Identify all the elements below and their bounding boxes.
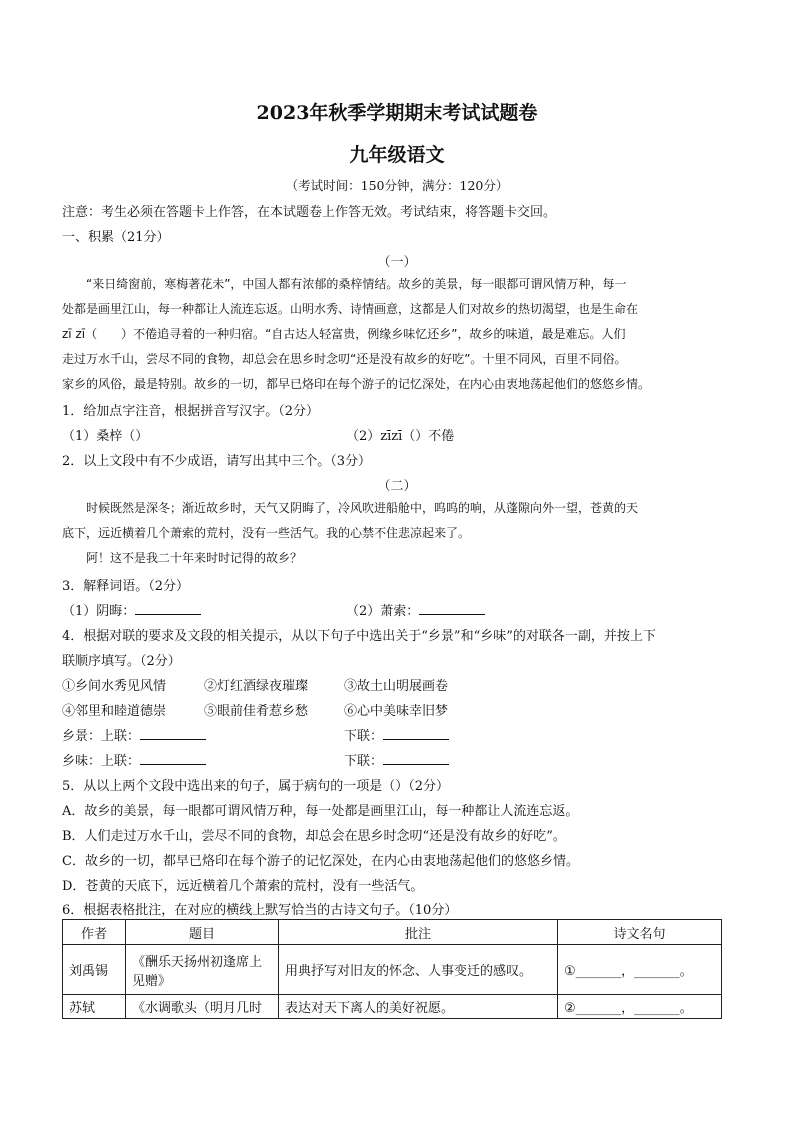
xiangwei-lower	[344, 750, 449, 769]
table-header: 作者	[63, 920, 126, 945]
table-cell: 表达对天下离人的美好祝愿。	[279, 995, 558, 1019]
passage1-line: 走过万水千山，尝尽不同的食物，却总会在思乡时念叨“还是没有故乡的好吃”。十里不同风，百里不同俗。	[62, 352, 627, 366]
table-header: 批注	[279, 920, 558, 945]
table-cell: 苏轼	[63, 995, 126, 1019]
passage1-line: zī zī（ ）不倦追寻着的一种归宿。“自古达人轻富贵，例缘乡味忆还乡”，故乡的味道，最是难忘。人们	[62, 327, 626, 341]
xiangjing-lower	[344, 725, 449, 744]
answer-blank[interactable]	[140, 727, 206, 740]
question-2: 2．以上文段中有不少成语，请写出其中三个。（3分）	[62, 454, 372, 469]
passage2-line: 底下，远近横着几个萧索的荒村，没有一些活气。我的心禁不住悲凉起来了。	[62, 526, 471, 540]
xiangwei-upper-label: 乡味：上联：	[62, 754, 141, 769]
answer-blank[interactable]	[140, 752, 206, 765]
couplet-option: ⑤眼前佳肴惹乡愁	[204, 704, 309, 719]
passage2-line: 时候既然是深冬；渐近故乡时，天气又阴晦了，冷风吹进船舱中，呜呜的响，从蓬隙向外一望，苍黄的天	[86, 501, 639, 515]
q3-part-a	[62, 600, 201, 619]
xiangjing-upper-label: 乡景：上联：	[62, 729, 141, 744]
table-cell: 刘禹锡	[63, 945, 126, 995]
table-header-row	[63, 920, 722, 945]
table-cell: 《水调歌头（明月几时	[126, 995, 279, 1019]
part2-marker: （二）	[377, 479, 417, 494]
table-cell[interactable]: ②_______，_______。	[558, 995, 722, 1019]
poem-table	[62, 919, 722, 1019]
exam-info: （考试时间：150分钟，满分：120分）	[285, 178, 509, 193]
q1-part-b: （2）zīzī（）不倦	[346, 429, 455, 444]
q3-part-b	[346, 600, 485, 619]
question-3: 3．解释词语。（2分）	[62, 579, 190, 594]
passage1-line: 处都是画里江山，每一种都让人流连忘返。山明水秀、诗情画意，这都是人们对故乡的热切渴望，也是生命在	[62, 302, 639, 316]
question-5: 5．从以上两个文段中选出来的句子，属于病句的一项是（）（2分）	[62, 779, 450, 794]
couplet-option: ④邻里和睦道德崇	[62, 704, 167, 719]
couplet-option: ②灯红酒绿夜璀璨	[204, 679, 309, 694]
xiangjing-upper	[62, 725, 206, 744]
table-header: 诗文名句	[558, 920, 722, 945]
table-cell: 用典抒写对旧友的怀念、人事变迁的感叹。	[279, 945, 558, 995]
couplet-option: ⑥心中美味幸旧梦	[344, 704, 449, 719]
table-cell[interactable]: ①_______，_______。	[558, 945, 722, 995]
xiangwei-upper	[62, 750, 206, 769]
q3-a-label: （1）阴晦：	[62, 604, 136, 619]
passage1-line: 家乡的风俗，最是特别。故乡的一切，都早已烙印在每个游子的记忆深处，在内心由衷地荡起他们的悠悠乡情。	[62, 377, 651, 391]
answer-blank[interactable]	[383, 752, 449, 765]
answer-blank[interactable]	[135, 602, 201, 615]
q5-option-d: D．苍黄的天底下，远近横着几个萧索的荒村，没有一些活气。	[62, 879, 424, 894]
answer-blank[interactable]	[383, 727, 449, 740]
answer-blank[interactable]	[419, 602, 485, 615]
q1-part-a: （1）桑梓（）	[62, 429, 149, 444]
subject-title: 九年级语文	[349, 144, 445, 166]
table-header: 题目	[126, 920, 279, 945]
table-row	[63, 995, 722, 1019]
question-4-line2: 联顺序填写。（2分）	[62, 654, 181, 669]
exam-title: 2023年秋季学期期末考试试题卷	[256, 102, 538, 124]
question-4-line1: 4．根据对联的要求及文段的相关提示，从以下句子中选出关于“乡景”和“乡味”的对联各一副，并按上下	[62, 629, 656, 644]
couplet-option: ③故土山明展画卷	[344, 679, 449, 694]
xiangwei-lower-label: 下联：	[344, 754, 384, 769]
q5-option-b: B．人们走过万水千山，尝尽不同的食物，却总会在思乡时念叨“还是没有故乡的好吃”。	[62, 829, 566, 844]
passage1-line: “来日绮窗前，寒梅著花未”，中国人都有浓郁的桑梓情结。故乡的美景，每一眼都可谓风情万种，每一	[86, 277, 627, 291]
passage1	[62, 272, 732, 397]
table-cell: 《酬乐天扬州初逢席上见赠》	[126, 945, 279, 995]
part1-marker: （一）	[377, 255, 417, 270]
notice-text: 注意：考生必须在答题卡上作答，在本试题卷上作答无效。考试结束，将答题卡交回。	[62, 205, 557, 220]
q3-b-label: （2）萧索：	[346, 604, 420, 619]
passage2-line: 阿！这不是我二十年来时时记得的故乡？	[86, 551, 303, 565]
question-6: 6．根据表格批注，在对应的横线上默写恰当的古诗文句子。（10分）	[62, 903, 458, 918]
q5-option-a: A．故乡的美景，每一眼都可谓风情万种，每一处都是画里江山，每一种都让人流连忘返。	[62, 804, 579, 819]
table-row	[63, 945, 722, 995]
question-1: 1．给加点字注音，根据拼音写汉字。（2分）	[62, 404, 320, 419]
couplet-option: ①乡间水秀见风情	[62, 679, 167, 694]
xiangjing-lower-label: 下联：	[344, 729, 384, 744]
q5-option-c: C．故乡的一切，都早已烙印在每个游子的记忆深处，在内心由衷地荡起他们的悠悠乡情。	[62, 854, 579, 869]
section-heading: 一、积累（21分）	[62, 230, 170, 245]
passage2	[62, 496, 732, 571]
